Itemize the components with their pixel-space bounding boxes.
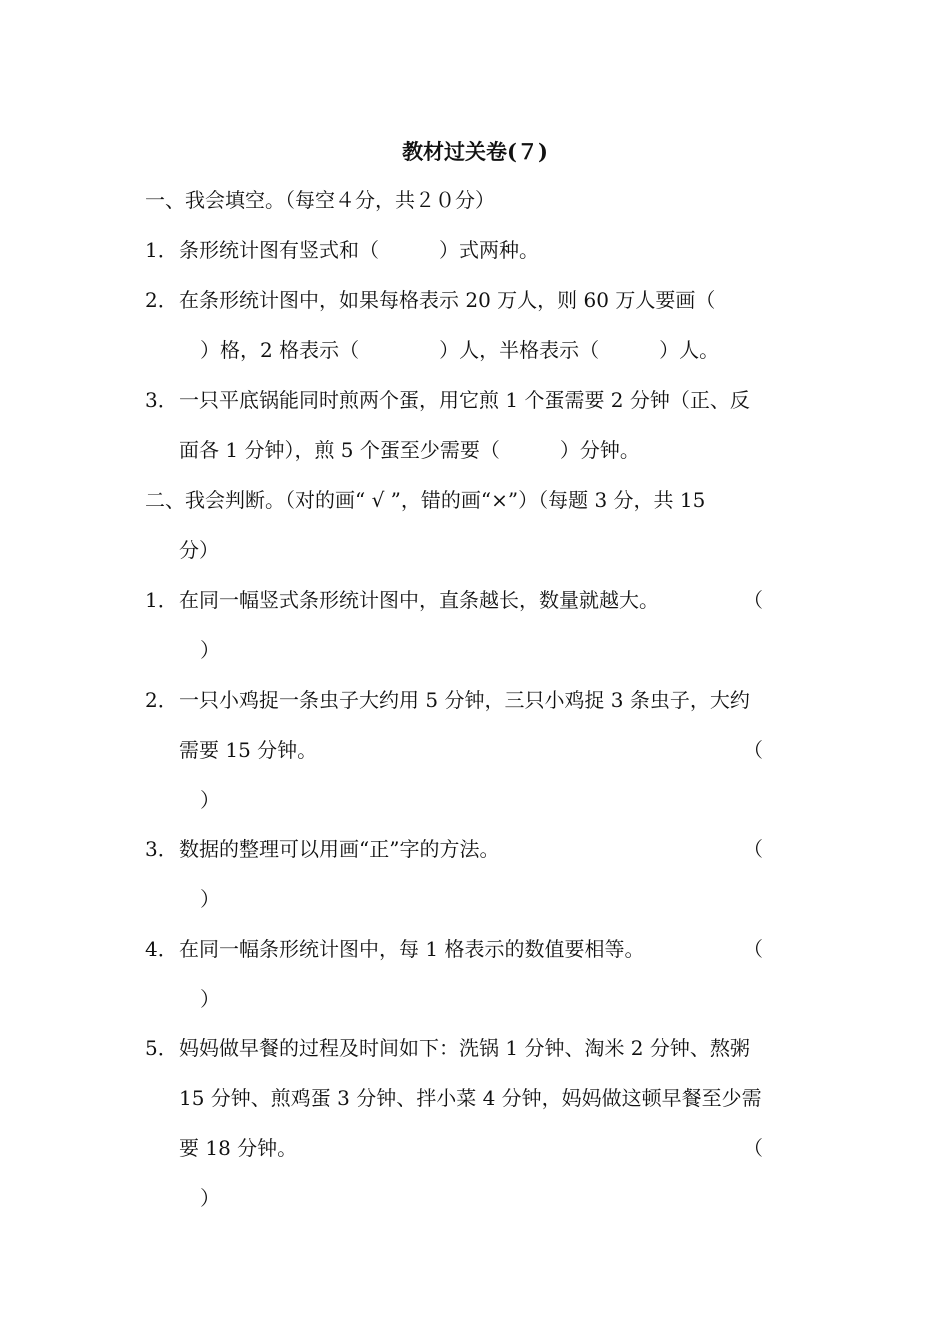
question-text: 一只平底锅能同时煎两个蛋，用它煎 1 个蛋需要 2 分钟（正、反	[179, 388, 750, 412]
s1-question-3-cont: 面各 1 分钟），煎 5 个蛋至少需要（ ）分钟。	[179, 438, 640, 462]
s1-question-2-cont: ）格，2 格表示（ ）人，半格表示（ ）人。	[200, 338, 720, 362]
answer-bracket-close: ）	[200, 887, 220, 911]
question-number: 1．	[145, 588, 178, 612]
section-2-heading-cont: 分）	[179, 538, 219, 562]
s1-question-1	[145, 236, 539, 264]
answer-bracket-close: ）	[200, 987, 220, 1011]
question-text: 在条形统计图中，如果每格表示 20 万人，则 60 万人要画（	[179, 288, 716, 312]
answer-bracket-close: ）	[200, 638, 220, 662]
s2-question-1	[145, 586, 659, 614]
question-number: 3．	[145, 388, 178, 412]
s2-question-2-cont: 需要 15 分钟。	[179, 738, 318, 762]
question-number: 2．	[145, 688, 178, 712]
s2-question-4	[145, 935, 644, 963]
answer-bracket-close: ）	[200, 788, 220, 812]
question-text: 一只小鸡捉一条虫子大约用 5 分钟，三只小鸡捉 3 条虫子，大约	[179, 688, 750, 712]
answer-bracket-close: ）	[200, 1186, 220, 1210]
question-number: 3．	[145, 837, 178, 861]
s1-question-3	[145, 386, 750, 414]
question-text: 条形统计图有竖式和（ ）式两种。	[179, 238, 539, 262]
question-number: 5．	[145, 1036, 178, 1060]
section-2-heading: 二、我会判断。（对的画“ √ ”，错的画“×”）（每题 3 分，共 15	[145, 488, 706, 512]
s2-question-5	[145, 1034, 750, 1062]
s2-question-2	[145, 686, 750, 714]
question-text: 数据的整理可以用画“正”字的方法。	[179, 837, 500, 861]
answer-bracket-open[interactable]: （	[743, 1136, 763, 1160]
section-1-heading: 一、我会填空。（每空４分，共２０分）	[145, 188, 495, 212]
s1-question-2	[145, 286, 715, 314]
s2-question-3	[145, 835, 499, 863]
answer-bracket-open[interactable]: （	[743, 937, 763, 961]
answer-bracket-open[interactable]: （	[743, 738, 763, 762]
question-number: 2．	[145, 288, 178, 312]
question-text: 在同一幅竖式条形统计图中，直条越长，数量就越大。	[179, 588, 659, 612]
s2-question-5-cont2: 要 18 分钟。	[179, 1136, 298, 1160]
answer-bracket-open[interactable]: （	[743, 588, 763, 612]
question-text: 在同一幅条形统计图中，每 1 格表示的数值要相等。	[179, 937, 645, 961]
s2-question-5-cont: 15 分钟、煎鸡蛋 3 分钟、拌小菜 4 分钟，妈妈做这顿早餐至少需	[179, 1086, 762, 1110]
answer-bracket-open[interactable]: （	[743, 837, 763, 861]
page-title: 教材过关卷(７)	[402, 139, 548, 164]
question-number: 1．	[145, 238, 178, 262]
question-text: 妈妈做早餐的过程及时间如下：洗锅 1 分钟、淘米 2 分钟、熬粥	[179, 1036, 750, 1060]
question-number: 4．	[145, 937, 178, 961]
